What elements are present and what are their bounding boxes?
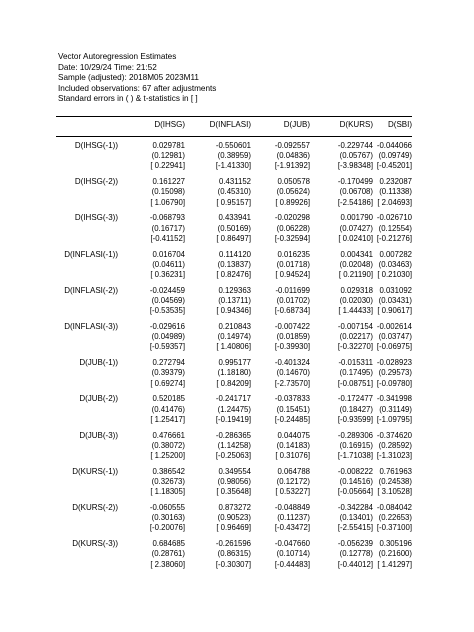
- coefficient-value: -0.341998: [376, 394, 412, 404]
- t-statistic: [-0.41152]: [150, 233, 185, 243]
- coefficient-value: -0.044066: [376, 141, 412, 150]
- coefficient-cell: [187, 322, 251, 353]
- standard-error: (0.38072): [151, 440, 185, 450]
- coefficient-value: 0.050578: [277, 177, 310, 187]
- coefficient-value: -0.056239: [337, 539, 373, 549]
- table-row: [0, 358, 474, 394]
- t-statistic: [-0.25063]: [215, 450, 251, 460]
- t-statistic: [-0.45201]: [376, 161, 412, 171]
- coefficient-cell: [246, 394, 310, 425]
- coefficient-cell: [121, 467, 185, 498]
- coefficient-value: -0.068793: [149, 213, 185, 223]
- coefficient-value: 0.044075: [277, 430, 310, 440]
- coefficient-value: 0.305196: [379, 539, 412, 549]
- coefficient-value: 0.016235: [277, 249, 310, 259]
- t-statistic: [ 0.21190]: [338, 269, 373, 279]
- standard-error: (0.24538): [378, 476, 412, 486]
- coefficient-value: 0.210843: [218, 322, 251, 331]
- t-statistic: [ 2.38060]: [150, 559, 185, 569]
- standard-error: (0.05624): [276, 187, 310, 197]
- standard-error: (0.21600): [378, 549, 412, 559]
- standard-error: (0.17495): [339, 368, 373, 378]
- standard-error: (1.24475): [217, 404, 251, 414]
- coefficient-cell: [187, 394, 251, 425]
- standard-error: (0.09749): [378, 151, 412, 161]
- coefficient-value: 0.761963: [379, 466, 412, 476]
- coefficient-value: -0.550601: [215, 141, 251, 150]
- standard-error: (0.14183): [276, 440, 310, 450]
- table-row: [0, 539, 474, 575]
- table-row: [0, 213, 474, 249]
- coefficient-value: 0.031092: [379, 285, 412, 295]
- table-row: [0, 394, 474, 430]
- row-label: D(IHSG(-1)): [74, 141, 118, 150]
- standard-error: (0.32673): [151, 476, 185, 486]
- t-statistic: [-0.24485]: [274, 414, 310, 424]
- t-statistic: [ 1.25200]: [150, 450, 185, 460]
- t-statistic: [-1.31023]: [376, 450, 412, 460]
- t-statistic: [ 0.86497]: [216, 233, 251, 243]
- coefficient-cell: [348, 177, 412, 208]
- coefficient-cell: [121, 503, 185, 534]
- column-header: D(INFLASI): [209, 120, 251, 129]
- t-statistic: [ 1.44433]: [338, 306, 373, 316]
- row-label: D(IHSG(-2)): [74, 177, 118, 187]
- t-statistic: [ 1.25417]: [150, 414, 185, 424]
- coefficient-cell: [187, 177, 251, 208]
- coefficient-value: 0.386542: [152, 466, 185, 476]
- standard-error: (0.30163): [151, 513, 185, 523]
- t-statistic: [-0.39930]: [274, 342, 310, 352]
- coefficient-cell: [348, 539, 412, 570]
- standard-error: (0.03431): [378, 295, 412, 305]
- coefficient-cell: [187, 213, 251, 244]
- t-statistic: [-0.68734]: [274, 306, 310, 316]
- coefficient-cell: [187, 431, 251, 462]
- header-date: Date: 10/29/24 Time: 21:52: [58, 62, 157, 72]
- t-statistic: [-0.93599]: [337, 414, 373, 424]
- coefficient-value: -0.289306: [337, 430, 373, 440]
- standard-error: (0.12172): [276, 476, 310, 486]
- standard-error: (0.22653): [378, 513, 412, 523]
- t-statistic: [ 0.84209]: [216, 378, 251, 388]
- coefficient-cell: [121, 177, 185, 208]
- t-statistic: [-0.09780]: [376, 378, 412, 388]
- coefficient-cell: [121, 394, 185, 425]
- coefficient-value: -0.024459: [149, 285, 185, 295]
- t-statistic: [-0.43472]: [274, 523, 310, 533]
- standard-error: (0.13401): [339, 513, 373, 523]
- coefficient-cell: [246, 467, 310, 498]
- standard-error: (0.02217): [339, 332, 373, 342]
- coefficient-cell: [121, 141, 185, 172]
- coefficient-cell: [246, 286, 310, 317]
- standard-error: (0.12981): [151, 151, 185, 161]
- standard-error: (1.14258): [217, 440, 251, 450]
- coefficient-value: 0.684685: [152, 539, 185, 549]
- table-row: [0, 467, 474, 503]
- table-row: [0, 286, 474, 322]
- standard-error: (0.04836): [276, 151, 310, 161]
- coefficient-value: 0.349554: [218, 466, 251, 476]
- row-label: D(JUB(-2)): [79, 394, 118, 404]
- t-statistic: [-1.91392]: [274, 161, 310, 171]
- t-statistic: [-0.30307]: [215, 559, 251, 569]
- t-statistic: [-0.53535]: [149, 306, 185, 316]
- row-label: D(JUB(-1)): [79, 358, 118, 368]
- coefficient-value: -0.092557: [274, 141, 310, 150]
- coefficient-value: 0.476661: [152, 430, 185, 440]
- coefficient-value: -0.011699: [275, 285, 310, 295]
- t-statistic: [ 0.22941]: [150, 161, 185, 171]
- coefficient-value: -0.037833: [274, 394, 310, 404]
- standard-error: (0.28761): [151, 549, 185, 559]
- standard-error: (0.10714): [276, 549, 310, 559]
- standard-error: (0.15451): [276, 404, 310, 414]
- coefficient-value: 0.232087: [379, 177, 412, 187]
- t-statistic: [-0.06975]: [376, 342, 412, 352]
- t-statistic: [-2.73570]: [274, 378, 310, 388]
- table-row: [0, 177, 474, 213]
- t-statistic: [-0.59357]: [149, 342, 185, 352]
- coefficient-cell: [348, 358, 412, 389]
- coefficient-cell: [246, 539, 310, 570]
- t-statistic: [ 0.02410]: [338, 233, 373, 243]
- standard-error: (0.18427): [339, 404, 373, 414]
- coefficient-value: -0.028923: [376, 358, 412, 368]
- column-header: D(KURS): [339, 120, 373, 129]
- standard-error: (0.12554): [378, 223, 412, 233]
- standard-error: (0.86315): [217, 549, 251, 559]
- t-statistic: [ 0.90617]: [377, 306, 412, 316]
- standard-error: (0.05767): [339, 151, 373, 161]
- coefficient-cell: [348, 394, 412, 425]
- row-label: D(IHSG(-3)): [74, 213, 118, 223]
- column-header: D(IHSG): [154, 120, 185, 129]
- standard-error: (0.14516): [339, 476, 373, 486]
- coefficient-cell: [348, 503, 412, 534]
- table-row: [0, 322, 474, 358]
- standard-error: (0.14670): [276, 368, 310, 378]
- row-label: D(INFLASI(-2)): [64, 285, 118, 295]
- coefficient-value: -0.002614: [376, 322, 412, 331]
- table-top-rule: [56, 116, 412, 117]
- row-label: D(INFLASI(-3)): [64, 322, 118, 331]
- t-statistic: [ 0.53227]: [275, 487, 310, 497]
- t-statistic: [ 0.31076]: [275, 450, 310, 460]
- standard-error: (0.03747): [378, 332, 412, 342]
- coefficient-value: -0.026710: [376, 213, 412, 223]
- standard-error: (0.31149): [379, 404, 412, 414]
- coefficient-cell: [348, 467, 412, 498]
- coefficient-cell: [348, 286, 412, 317]
- coefficient-cell: [246, 358, 310, 389]
- standard-error: (0.38959): [217, 151, 251, 161]
- standard-error: (0.01702): [276, 295, 310, 305]
- coefficient-cell: [246, 213, 310, 244]
- t-statistic: [-2.55415]: [337, 523, 373, 533]
- coefficient-cell: [187, 358, 251, 389]
- standard-error: (0.45310): [217, 187, 251, 197]
- coefficient-value: -0.172477: [337, 394, 373, 404]
- coefficient-value: 0.129363: [218, 285, 251, 295]
- t-statistic: [-0.32270]: [337, 342, 373, 352]
- coefficient-value: 0.029318: [340, 285, 373, 295]
- standard-error: (0.12778): [339, 549, 373, 559]
- header-sample: Sample (adjusted): 2018M05 2023M11: [58, 73, 199, 83]
- coefficient-value: 0.029781: [152, 141, 185, 150]
- t-statistic: [-1.09795]: [376, 414, 412, 424]
- standard-error: (0.04569): [151, 295, 185, 305]
- coefficient-value: -0.048849: [274, 503, 310, 512]
- coefficient-cell: [121, 213, 185, 244]
- t-statistic: [ 2.04693]: [377, 197, 412, 207]
- coefficient-cell: [187, 467, 251, 498]
- coefficient-value: 0.016704: [152, 249, 185, 259]
- table-row: [0, 431, 474, 467]
- standard-error: (0.90523): [217, 513, 251, 523]
- coefficient-value: 0.520185: [152, 394, 185, 404]
- coefficient-value: -0.261596: [215, 539, 251, 549]
- coefficient-cell: [246, 322, 310, 353]
- t-statistic: [ 3.10528]: [377, 487, 412, 497]
- coefficient-cell: [187, 141, 251, 172]
- coefficient-cell: [187, 250, 251, 281]
- standard-error: (0.16717): [151, 223, 185, 233]
- standard-error: (0.39379): [151, 368, 185, 378]
- t-statistic: [ 1.41297]: [377, 559, 412, 569]
- coefficient-value: -0.007154: [337, 322, 373, 331]
- t-statistic: [-0.08751]: [337, 378, 373, 388]
- t-statistic: [ 0.21030]: [377, 269, 412, 279]
- coefficient-value: -0.241717: [215, 394, 251, 404]
- standard-error: (0.01859): [276, 332, 310, 342]
- t-statistic: [ 0.94524]: [275, 269, 310, 279]
- t-statistic: [ 1.06790]: [150, 197, 185, 207]
- standard-error: (0.06228): [276, 223, 310, 233]
- t-statistic: [ 0.82476]: [216, 269, 251, 279]
- column-header: D(JUB): [283, 120, 310, 129]
- t-statistic: [-0.37100]: [376, 523, 412, 533]
- row-label: D(JUB(-3)): [79, 430, 118, 440]
- coefficient-cell: [348, 431, 412, 462]
- t-statistic: [-1.41330]: [215, 161, 251, 171]
- coefficient-cell: [348, 322, 412, 353]
- t-statistic: [ 0.36231]: [150, 269, 185, 279]
- standard-error: (0.29573): [378, 368, 412, 378]
- coefficient-value: 0.114120: [219, 249, 251, 259]
- coefficient-cell: [121, 322, 185, 353]
- t-statistic: [ 0.69274]: [150, 378, 185, 388]
- row-label: D(KURS(-2)): [72, 503, 118, 512]
- coefficient-value: -0.020298: [274, 213, 310, 223]
- coefficient-value: 0.064788: [277, 466, 310, 476]
- coefficient-cell: [121, 286, 185, 317]
- t-statistic: [-0.44012]: [337, 559, 373, 569]
- coefficient-value: -0.342284: [337, 503, 373, 512]
- table-row: [0, 503, 474, 539]
- standard-error: (0.41476): [151, 404, 185, 414]
- standard-error: (0.11237): [277, 513, 310, 523]
- standard-error: (0.13837): [217, 259, 251, 269]
- coefficient-cell: [187, 286, 251, 317]
- standard-error: (0.02048): [339, 259, 373, 269]
- header-note: Standard errors in ( ) & t-statistics in [ ]: [58, 94, 198, 104]
- t-statistic: [-0.21276]: [376, 233, 412, 243]
- coefficient-value: -0.008222: [337, 466, 373, 476]
- t-statistic: [-0.05664]: [337, 487, 373, 497]
- coefficient-cell: [348, 250, 412, 281]
- table-row: [0, 141, 474, 177]
- coefficient-value: -0.060555: [149, 503, 185, 512]
- coefficient-cell: [246, 503, 310, 534]
- table-row: [0, 250, 474, 286]
- coefficient-value: 0.873272: [218, 503, 251, 512]
- standard-error: (0.28592): [378, 440, 412, 450]
- coefficient-value: -0.229744: [337, 141, 373, 150]
- t-statistic: [-2.54186]: [337, 197, 373, 207]
- t-statistic: [ 0.89926]: [275, 197, 310, 207]
- coefficient-value: 0.272794: [152, 358, 185, 368]
- coefficient-cell: [187, 503, 251, 534]
- standard-error: (0.04611): [152, 259, 185, 269]
- t-statistic: [ 0.35648]: [216, 487, 251, 497]
- standard-error: (0.98056): [217, 476, 251, 486]
- coefficient-cell: [187, 539, 251, 570]
- coefficient-cell: [121, 431, 185, 462]
- coefficient-value: 0.004341: [340, 249, 373, 259]
- coefficient-value: 0.433941: [218, 213, 251, 223]
- coefficient-cell: [121, 358, 185, 389]
- table-header-rule: [56, 136, 412, 137]
- coefficient-cell: [348, 141, 412, 172]
- coefficient-cell: [121, 250, 185, 281]
- standard-error: (0.14974): [217, 332, 251, 342]
- coefficient-cell: [348, 213, 412, 244]
- coefficient-cell: [246, 141, 310, 172]
- standard-error: (0.04989): [151, 332, 185, 342]
- coefficient-value: -0.170499: [337, 177, 373, 187]
- standard-error: (0.13711): [218, 295, 251, 305]
- coefficient-value: -0.374620: [376, 430, 412, 440]
- coefficient-value: 0.007282: [379, 249, 412, 259]
- standard-error: (1.18180): [217, 368, 251, 378]
- t-statistic: [-0.44483]: [274, 559, 310, 569]
- coefficient-value: 0.001790: [340, 213, 373, 223]
- row-label: D(INFLASI(-1)): [64, 249, 118, 259]
- t-statistic: [-3.98348]: [337, 161, 373, 171]
- standard-error: (0.11338): [379, 187, 412, 197]
- standard-error: (0.01718): [276, 259, 310, 269]
- standard-error: (0.15098): [151, 187, 185, 197]
- t-statistic: [ 0.94346]: [216, 306, 251, 316]
- t-statistic: [ 0.95157]: [216, 197, 251, 207]
- standard-error: (0.02030): [339, 295, 373, 305]
- standard-error: (0.50169): [217, 223, 251, 233]
- coefficient-value: 0.995177: [218, 358, 251, 368]
- t-statistic: [-1.71038]: [337, 450, 373, 460]
- standard-error: (0.03463): [378, 259, 412, 269]
- estimation-header: [58, 52, 216, 105]
- column-header: D(SBI): [388, 120, 412, 129]
- coefficient-value: 0.161227: [152, 177, 185, 187]
- coefficient-value: -0.029616: [149, 322, 185, 331]
- t-statistic: [-0.20076]: [149, 523, 185, 533]
- t-statistic: [-0.19419]: [215, 414, 251, 424]
- row-label: D(KURS(-3)): [72, 539, 118, 549]
- t-statistic: [ 1.18305]: [150, 487, 185, 497]
- standard-error: (0.06708): [339, 187, 373, 197]
- coefficient-value: 0.431152: [219, 177, 251, 187]
- t-statistic: [ 0.96469]: [216, 523, 251, 533]
- coefficient-value: -0.047660: [274, 539, 310, 549]
- standard-error: (0.16915): [339, 440, 373, 450]
- coefficient-value: -0.007422: [274, 322, 310, 331]
- coefficient-cell: [246, 431, 310, 462]
- header-title: Vector Autoregression Estimates: [58, 52, 177, 61]
- coefficient-value: -0.286365: [215, 430, 251, 440]
- t-statistic: [-0.32594]: [274, 233, 310, 243]
- t-statistic: [ 1.40806]: [216, 342, 251, 352]
- coefficient-cell: [246, 177, 310, 208]
- coefficient-value: -0.015311: [338, 358, 373, 368]
- coefficient-value: -0.084042: [376, 503, 412, 512]
- row-label: D(KURS(-1)): [72, 466, 118, 476]
- coefficient-cell: [246, 250, 310, 281]
- coefficient-value: -0.401324: [274, 358, 310, 368]
- coefficient-cell: [121, 539, 185, 570]
- standard-error: (0.07427): [339, 223, 373, 233]
- header-observations: Included observations: 67 after adjustments: [58, 83, 217, 93]
